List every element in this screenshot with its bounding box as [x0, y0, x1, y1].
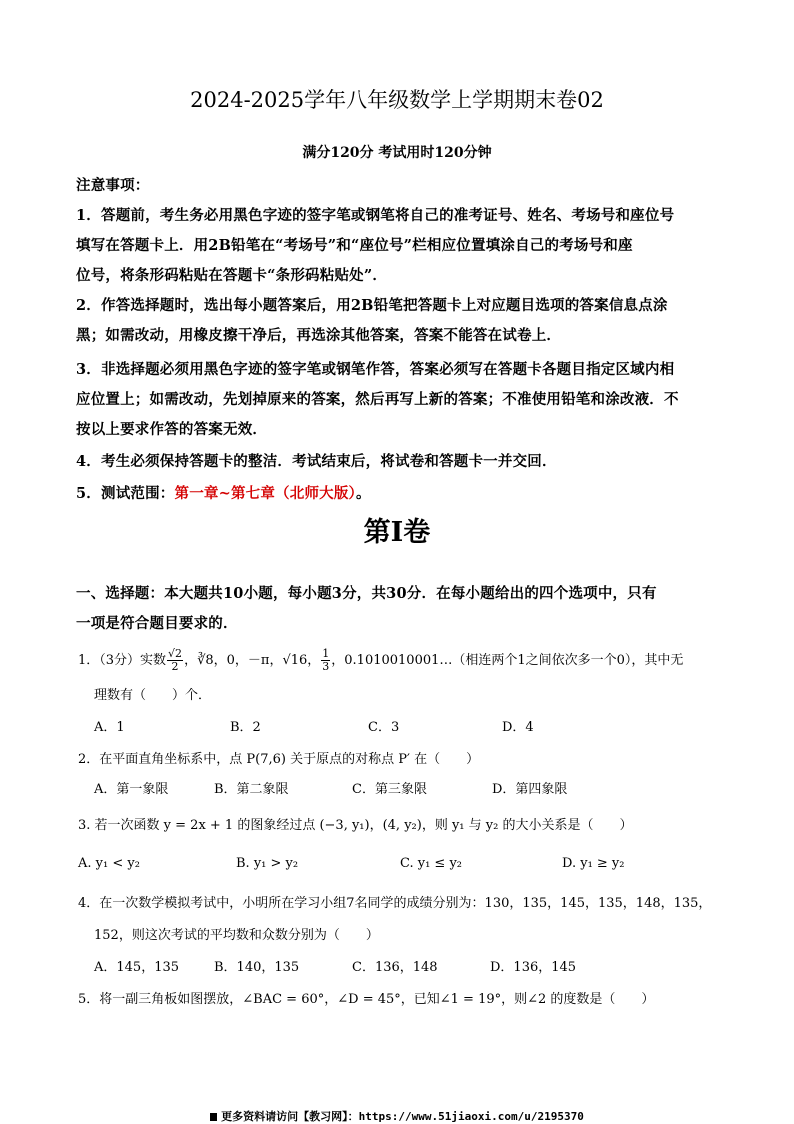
question-4-line-2: 152，则这次考试的平均数和众数分别为（ ） — [94, 928, 379, 943]
q1-rest: ，0.1010010001…（相连两个1之间依次多一个0），其中无 — [331, 653, 684, 668]
note-5-prefix: 5．测试范围： — [76, 485, 175, 502]
question-5: 5．将一副三角板如图摆放，∠BAC = 60°，∠D = 45°，已知∠1 = 19°，则∠2 的度数是（ ） — [78, 992, 655, 1007]
q4-option-b: B．140，135 — [214, 960, 300, 975]
note-5 — [76, 482, 371, 503]
page-title: 2024-2025学年八年级数学上学期期末卷02 — [190, 88, 604, 112]
q2-option-b: B．第二象限 — [214, 782, 289, 797]
q4-option-a: A．145，135 — [94, 960, 180, 975]
q1-fraction-third: $\frac{1}{3}$ — [322, 647, 330, 673]
volume-heading: 第Ⅰ卷 — [363, 517, 431, 548]
q1-fraction-sqrt2: $\frac{√2}{2}$ — [168, 647, 183, 673]
note-3-line-1: 3．非选择题必须用黑色字迹的签字笔或钢笔作答，答案必须写在答题卡各题目指定区域内相 — [76, 361, 675, 378]
question-4-line-1: 4．在一次数学模拟考试中，小明所在学习小组7名同学的成绩分别为：130，135，145，135，148，135， — [78, 896, 712, 911]
q3-option-d: D. y₁ ≥ y₂ — [562, 856, 625, 871]
footer-link[interactable]: 更多资料请访问【教习网】：https://www.51jiaoxi.com/u/2195370 — [221, 1110, 584, 1123]
q1-prefix: 1．（3分）实数 — [78, 653, 167, 668]
q1-option-c: C．3 — [368, 720, 400, 735]
question-1-line-1: 1．（3分）实数 $\frac{√2}{2}$ ，∛8，0，－π，√16， $\frac{1}{3}$ ，0.1010010001…（相连两个1之间依次多一个0），其中无 — [78, 647, 684, 673]
note-2-line-1: 2．作答选择题时，选出每小题答案后，用2B铅笔把答题卡上对应题目选项的答案信息点涂 — [76, 297, 668, 314]
note-1-line-1: 1．答题前，考生务必用黑色字迹的签字笔或钢笔将自己的准考证号、姓名、考场号和座位号 — [76, 207, 675, 224]
page-subtitle: 满分120分 考试用时120分钟 — [302, 145, 492, 161]
note-4-line-1: 4．考生必须保持答题卡的整洁．考试结束后，将试卷和答题卡一并交回． — [76, 453, 557, 470]
flag-icon — [210, 1113, 217, 1121]
q1-sqrt16: √16， — [282, 653, 321, 668]
q1-cbrt: ∛8，0，－π， — [197, 653, 283, 668]
question-3: 3. 若一次函数 y = 2x + 1 的图象经过点 (−3, y₁)，(4, y₂)，则 y₁ 与 y₂ 的大小关系是（ ） — [78, 818, 633, 833]
question-1-line-2: 理数有（ ）个． — [94, 688, 212, 703]
test-range: 第一章~第七章（北师大版） — [174, 485, 356, 502]
q4-option-d: D．136，145 — [490, 960, 577, 975]
note-2-line-2: 黑；如需改动，用橡皮擦干净后，再选涂其他答案，答案不能答在试卷上． — [76, 327, 562, 344]
q3-option-c: C. y₁ ≤ y₂ — [400, 856, 463, 871]
q3-option-b: B. y₁ > y₂ — [236, 856, 299, 871]
notes-heading: 注意事项： — [76, 177, 150, 194]
q1-option-a: A．1 — [94, 720, 125, 735]
q2-option-c: C．第三象限 — [352, 782, 427, 797]
note-1-line-3: 位号，将条形码粘贴在答题卡“条形码粘贴处”． — [76, 267, 388, 284]
q1-option-d: D．4 — [502, 720, 534, 735]
q1-option-b: B．2 — [230, 720, 261, 735]
note-3-line-3: 按以上要求作答的答案无效． — [76, 421, 268, 438]
footer[interactable] — [0, 1108, 794, 1124]
note-3-line-2: 应位置上；如需改动，先划掉原来的答案，然后再写上新的答案；不准使用铅笔和涂改液．不 — [76, 391, 679, 408]
question-2: 2．在平面直角坐标系中，点 P(7,6) 关于原点的对称点 P′ 在（ ） — [78, 752, 480, 767]
q4-option-c: C．136，148 — [352, 960, 438, 975]
note-5-suffix: 。 — [356, 485, 371, 502]
q2-option-d: D．第四象限 — [492, 782, 568, 797]
q2-option-a: A．第一象限 — [94, 782, 169, 797]
note-1-line-2: 填写在答题卡上．用2B铅笔在“考场号”和“座位号”栏相应位置填涂自己的考场号和座 — [76, 237, 633, 254]
section1-line-1: 一、选择题：本大题共10小题，每小题3分，共30分．在每小题给出的四个选项中，只有 — [76, 585, 657, 602]
q3-option-a: A. y₁ < y₂ — [78, 856, 140, 871]
section1-line-2: 一项是符合题目要求的． — [76, 615, 238, 632]
